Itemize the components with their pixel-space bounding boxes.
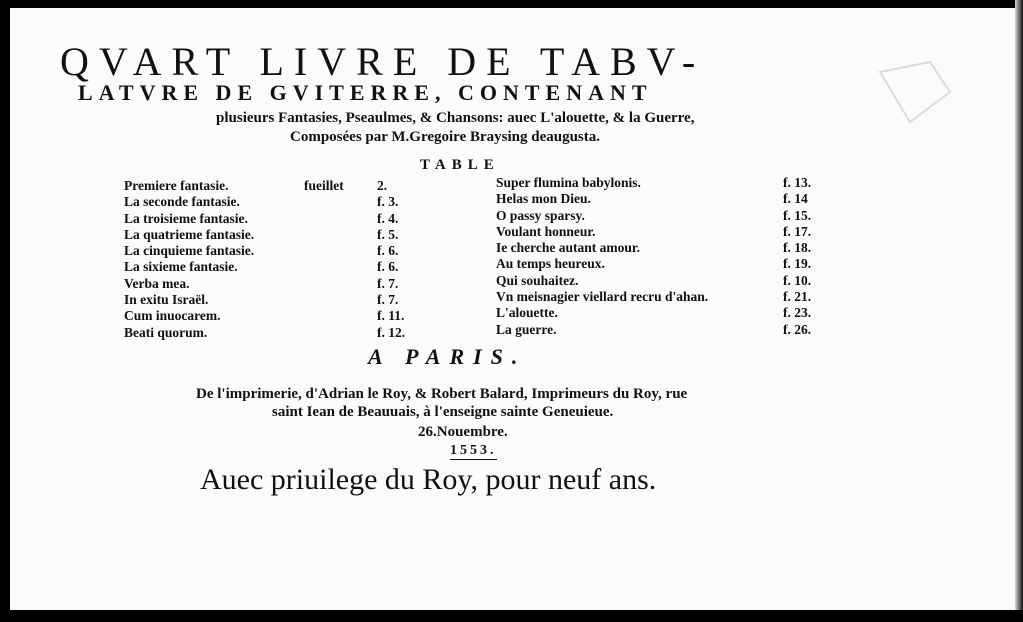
entry-folio: f. 7.	[377, 275, 399, 291]
table-row	[496, 224, 826, 240]
table-row	[124, 243, 424, 259]
imprint-place: A PARIS.	[368, 344, 527, 369]
table-row	[124, 308, 424, 324]
entry-fueillet: fueillet	[304, 178, 344, 193]
table-row	[496, 175, 826, 191]
entry-folio: f. 7.	[377, 292, 399, 308]
title-line-2: LATVRE DE GVITERRE, CONTENANT	[78, 80, 653, 105]
table-heading: TABLE	[420, 157, 500, 173]
entry-folio: f. 10.	[783, 272, 812, 288]
table-row	[124, 276, 424, 292]
table-row	[496, 256, 826, 272]
entry-folio: f. 3.	[377, 194, 399, 210]
entry-name: La guerre.	[496, 321, 557, 337]
entry-folio: 2.	[377, 178, 388, 193]
entry-name: Verba mea.	[124, 275, 190, 291]
royal-privilege: Auec priuilege du Roy, pour neuf ans.	[200, 463, 657, 496]
table-row	[496, 240, 826, 256]
entry-name: La sixieme fantasie.	[124, 259, 238, 275]
table-row	[496, 273, 826, 289]
entry-name: La seconde fantasie.	[124, 194, 240, 210]
table-row	[496, 208, 826, 224]
entry-name: Voulant honneur.	[496, 223, 596, 239]
table-row	[496, 322, 826, 338]
table-row	[496, 305, 826, 321]
entry-name: Helas mon Dieu.	[496, 191, 591, 207]
table-row	[124, 325, 424, 341]
entry-folio: f. 12.	[377, 324, 406, 340]
entry-folio: f. 18.	[783, 240, 812, 256]
entry-name: Ie cherche autant amour.	[496, 240, 640, 256]
film-border-top	[0, 0, 1023, 8]
table-row	[124, 178, 424, 194]
entry-name: La cinquieme fantasie.	[124, 243, 255, 259]
table-row	[496, 289, 826, 305]
imprint-printers: De l'imprimerie, d'Adrian le Roy, & Robert Balard, Imprimeurs du Roy, rue	[196, 386, 688, 402]
subtitle-composer: Composées par M.Gregoire Braysing deaugusta.	[290, 129, 600, 145]
entry-folio: f. 13.	[783, 175, 812, 190]
entry-name: Beati quorum.	[124, 324, 208, 340]
entry-folio: f. 4.	[377, 210, 399, 226]
film-border-left	[0, 0, 10, 622]
entry-folio: f. 26.	[783, 321, 812, 337]
table-row	[124, 211, 424, 227]
entry-name: La troisieme fantasie.	[124, 210, 248, 226]
entry-folio: f. 19.	[783, 256, 812, 272]
film-border-bottom	[0, 610, 1023, 622]
table-left-column	[124, 178, 424, 341]
entry-folio: f. 23.	[783, 305, 812, 321]
entry-folio: f. 11.	[377, 308, 405, 324]
table-row	[124, 227, 424, 243]
entry-folio: f. 6.	[377, 243, 399, 259]
table-row	[124, 194, 424, 210]
entry-folio: f. 14	[783, 191, 808, 207]
entry-name: Vn meisnagier viellard recru d'ahan.	[496, 289, 709, 305]
entry-name: Super flumina babylonis.	[496, 175, 641, 190]
table-right-column	[496, 175, 826, 338]
subtitle-contents: plusieurs Fantasies, Pseaulmes, & Chansons: auec L'alouette, & la Guerre,	[216, 110, 695, 126]
imprint-date: 26.Nouembre.	[418, 424, 508, 440]
film-border-right	[1015, 0, 1023, 622]
title-line-1: QVART LIVRE DE TABV-	[60, 39, 706, 84]
imprint-address: saint Iean de Beauuais, à l'enseigne sainte Geneuieue.	[272, 404, 614, 420]
entry-folio: f. 21.	[783, 289, 812, 305]
entry-name: O passy sparsy.	[496, 207, 585, 223]
table-row	[124, 292, 424, 308]
entry-name: Premiere fantasie.	[124, 178, 229, 193]
entry-name: In exitu Israël.	[124, 292, 209, 308]
entry-name: Au temps heureux.	[496, 256, 605, 272]
table-row	[124, 259, 424, 275]
entry-name: Cum inuocarem.	[124, 308, 221, 324]
entry-name: L'alouette.	[496, 305, 558, 321]
entry-folio: f. 5.	[377, 226, 399, 242]
imprint-year: 1553.	[450, 443, 497, 458]
entry-name: Qui souhaitez.	[496, 272, 579, 288]
entry-folio: f. 17.	[783, 223, 812, 239]
entry-folio: f. 15.	[783, 207, 812, 223]
table-row	[496, 191, 826, 207]
entry-name: La quatrieme fantasie.	[124, 226, 255, 242]
entry-folio: f. 6.	[377, 259, 399, 275]
